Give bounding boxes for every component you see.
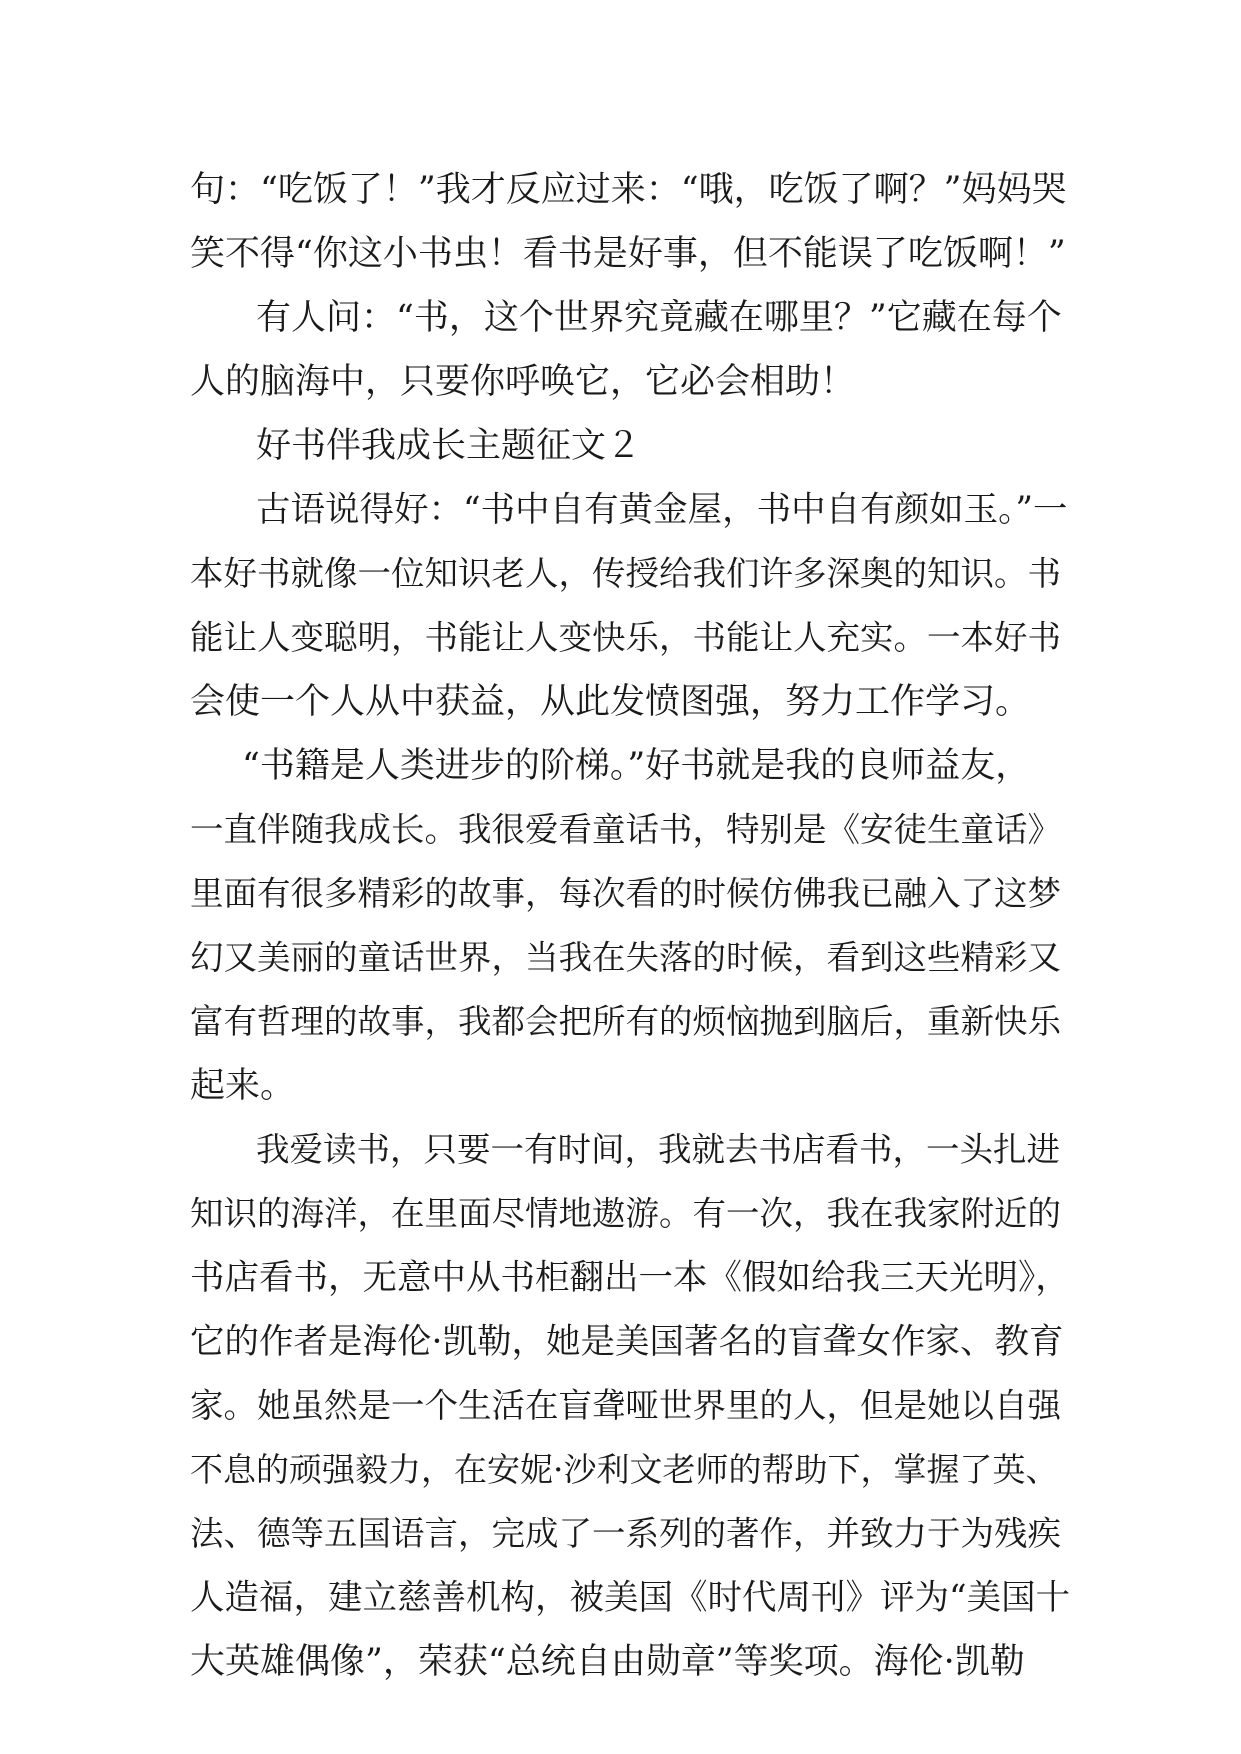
text-line: 人的脑海中，只要你呼唤它，它必会相助！ <box>190 362 856 402</box>
text-line: 幻又美丽的童话世界，当我在失落的时候，看到这些精彩又 <box>190 938 1061 977</box>
document-body <box>190 158 1070 1694</box>
text-line: “书籍是人类进步的阶梯。”好书就是我的良师益友， <box>242 746 1031 786</box>
text-line: 本好书就像一位知识老人，传授给我们许多深奥的知识。书 <box>190 554 1061 593</box>
text-line: 笑不得“你这小书虫！看书是好事，但不能误了吃饭啊！” <box>190 234 1066 274</box>
text-line: 起来。 <box>190 1066 296 1106</box>
text-line: 一直伴随我成长。我很爱看童话书，特别是《安徒生童话》 <box>190 810 1061 849</box>
text-line: 句：“吃饭了！”我才反应过来：“哦，吃饭了啊？”妈妈哭 <box>190 170 1067 210</box>
text-line: 知识的海洋，在里面尽情地遨游。有一次，我在我家附近的 <box>190 1194 1061 1233</box>
text-line: 法、德等五国语言，完成了一系列的著作，并致力于为残疾 <box>190 1514 1061 1553</box>
text-line: 家。她虽然是一个生活在盲聋哑世界里的人，但是她以自强 <box>190 1386 1061 1425</box>
text-line: 里面有很多精彩的故事，每次看的时候仿佛我已融入了这梦 <box>190 874 1061 913</box>
text-line: 我爱读书，只要一有时间，我就去书店看书，一头扎进 <box>256 1130 1060 1169</box>
text-line: 人造福，建立慈善机构，被美国《时代周刊》评为“美国十 <box>190 1578 1071 1618</box>
text-line: 大英雄偶像”，荣获“总统自由勋章”等奖项。海伦·凯勒 <box>190 1642 1025 1682</box>
text-line: 书店看书，无意中从书柜翻出一本《假如给我三天光明》， <box>190 1258 1070 1298</box>
text-line: 能让人变聪明，书能让人变快乐，书能让人充实。一本好书 <box>190 618 1061 657</box>
text-line: 有人问：“书，这个世界究竟藏在哪里？”它藏在每个 <box>256 298 1062 338</box>
text-line: 会使一个人从中获益，从此发愤图强，努力工作学习。 <box>190 682 1031 722</box>
text-line: 不息的顽强毅力，在安妮·沙利文老师的帮助下，掌握了英、 <box>190 1450 1059 1489</box>
text-line: 它的作者是海伦·凯勒，她是美国著名的盲聋女作家、教育 <box>190 1322 1064 1362</box>
section-heading: 好书伴我成长主题征文２ <box>256 426 642 466</box>
text-line: 古语说得好：“书中自有黄金屋，书中自有颜如玉。”一 <box>256 490 1068 530</box>
text-line: 富有哲理的故事，我都会把所有的烦恼抛到脑后，重新快乐 <box>190 1002 1061 1041</box>
